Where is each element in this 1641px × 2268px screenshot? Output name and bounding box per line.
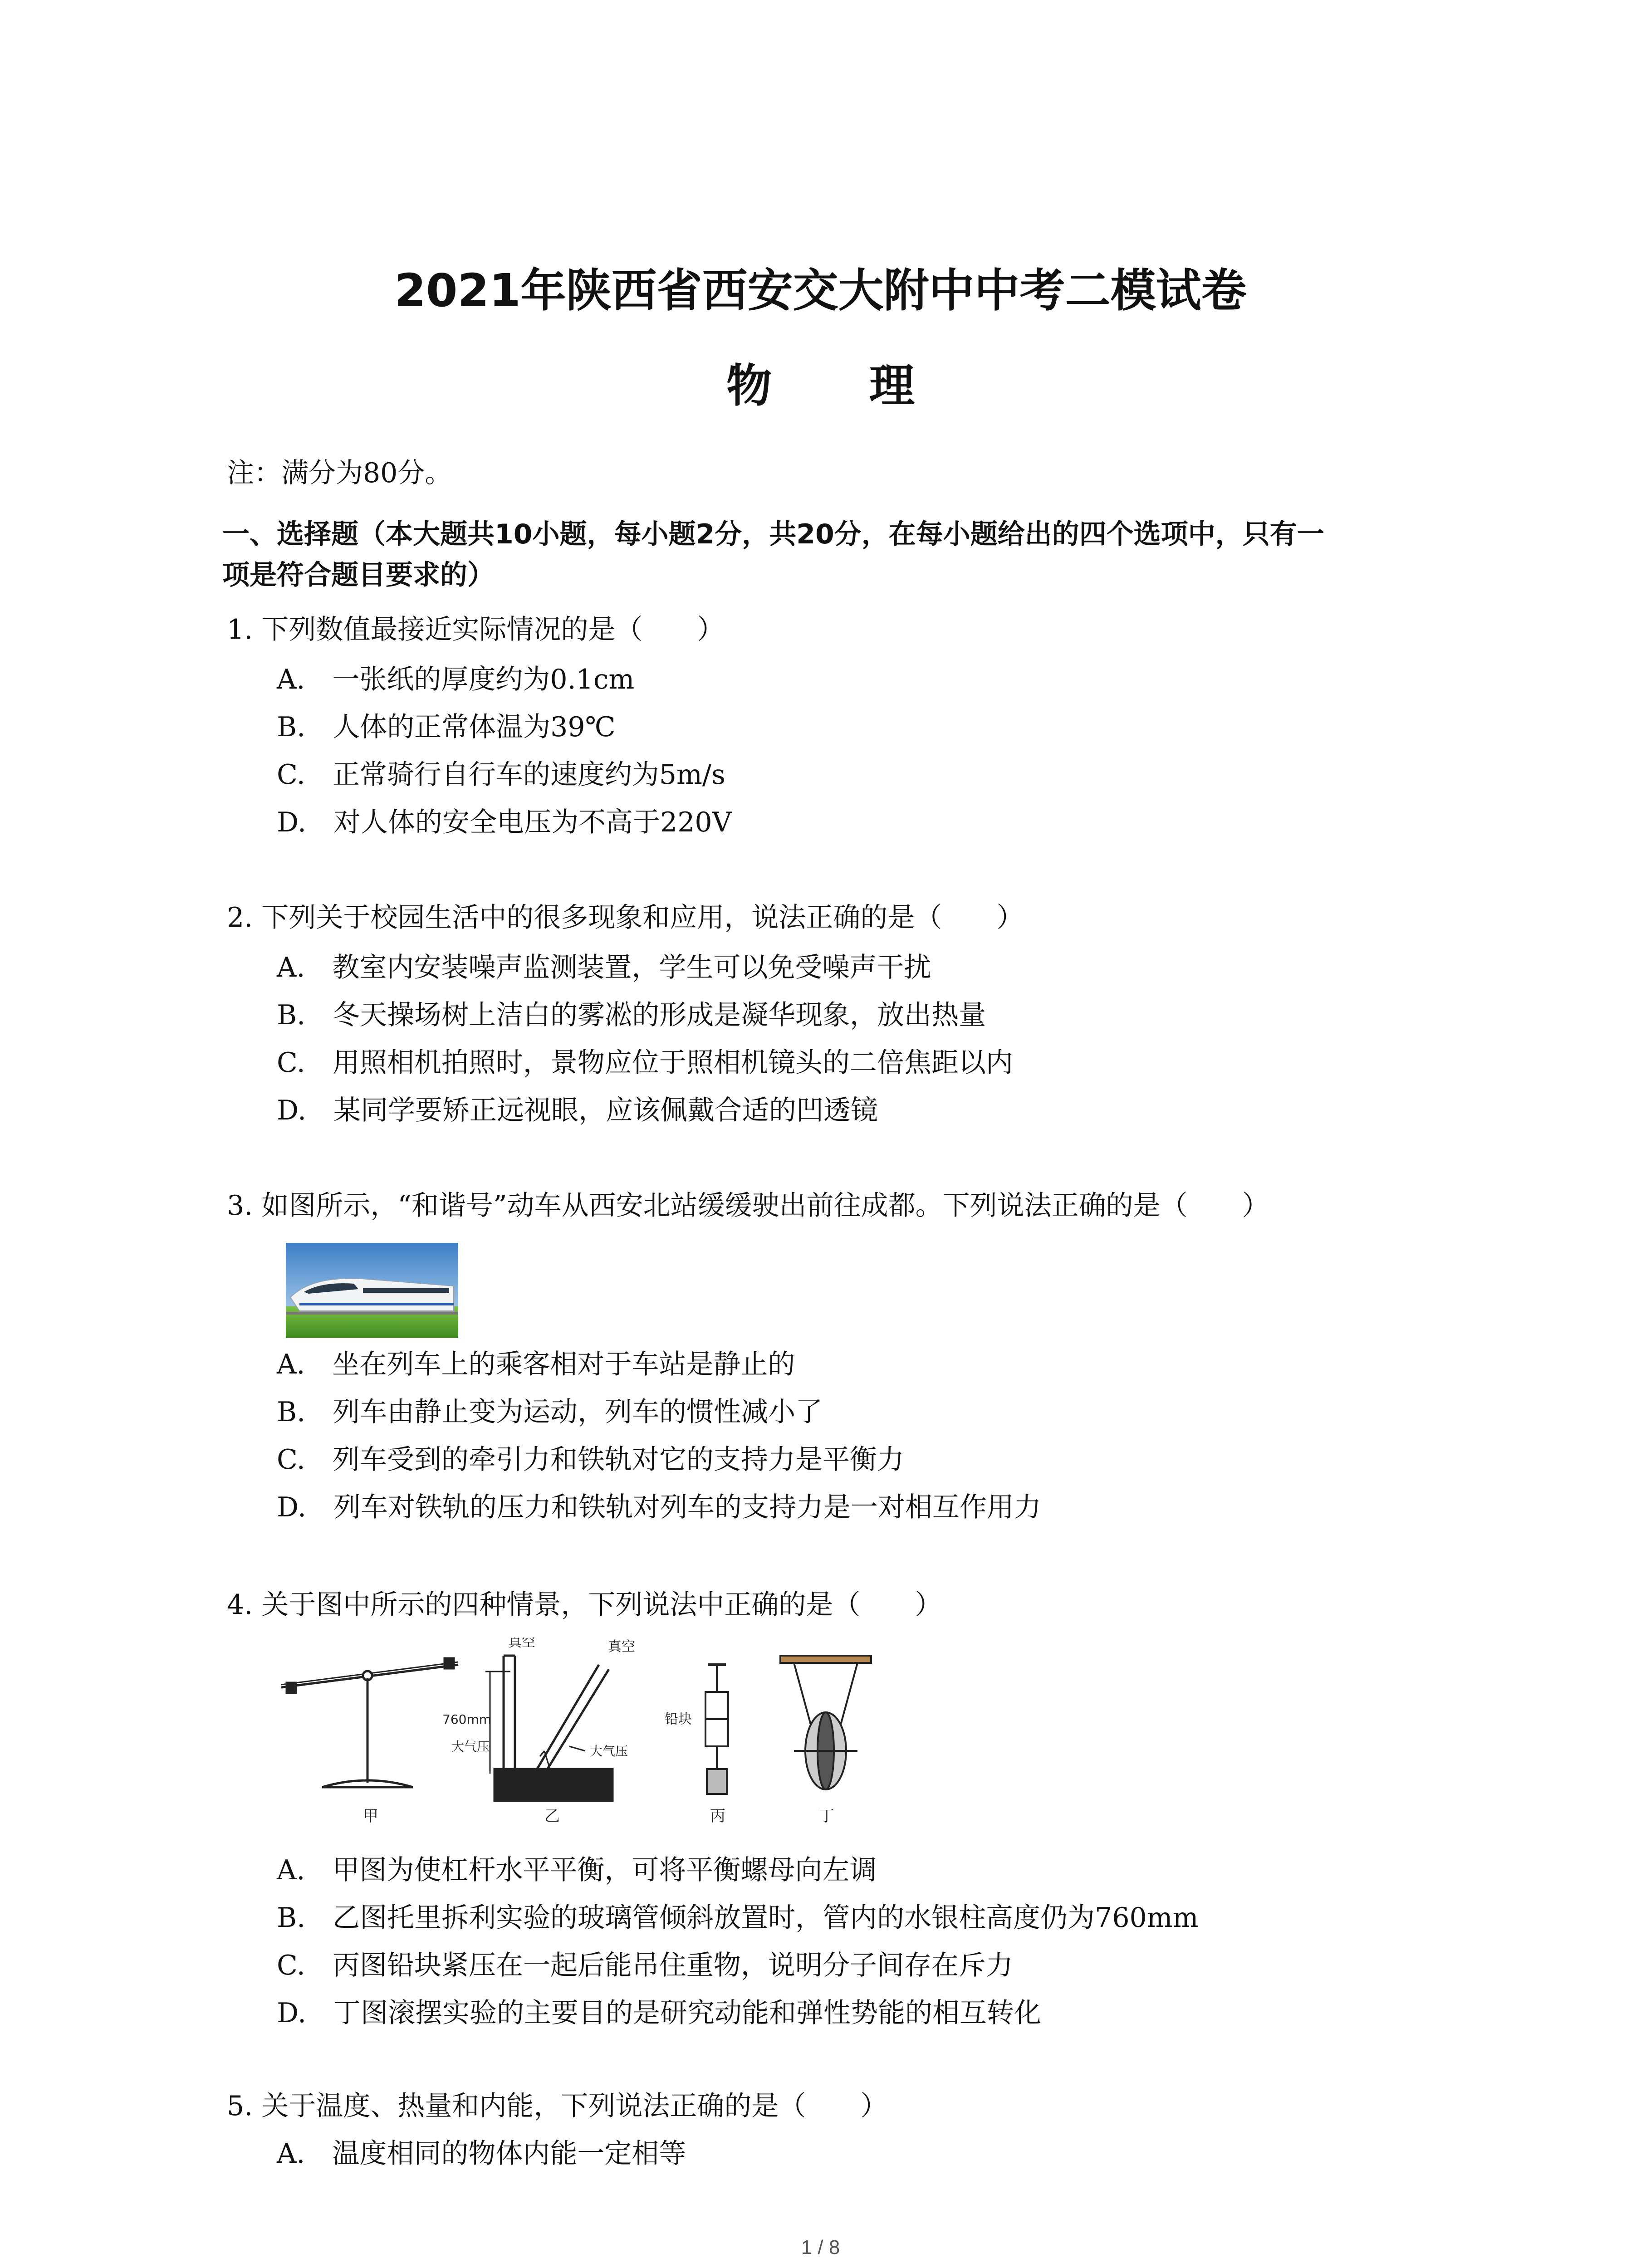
height-label: 760mm xyxy=(442,1712,491,1727)
question-3-option-b: B. 列车由静止变为运动，列车的惯性减小了 xyxy=(277,1396,823,1428)
page-number: 1 / 8 xyxy=(801,2236,840,2258)
figure-label-ding: 丁 xyxy=(819,1807,834,1825)
vacuum-label-2: 真空 xyxy=(608,1639,635,1655)
question-4-option-a: A. 甲图为使杠杆水平平衡，可将平衡螺母向左调 xyxy=(277,1854,877,1886)
question-5-option-a: A. 温度相同的物体内能一定相等 xyxy=(277,2138,686,2170)
pressure-label-2: 大气压 xyxy=(590,1744,628,1759)
vacuum-label-1: 真空 xyxy=(508,1637,535,1650)
figure-label-yi: 乙 xyxy=(544,1807,560,1825)
question-1-option-c: C. 正常骑行自行车的速度约为5m/s xyxy=(277,759,725,791)
question-4-stem: 4. 关于图中所示的四种情景，下列说法中正确的是（ ） xyxy=(227,1589,942,1621)
train-photo xyxy=(286,1243,458,1338)
question-2-stem: 2. 下列关于校园生活中的很多现象和应用，说法正确的是（ ） xyxy=(227,902,1024,934)
lead-label: 铅块 xyxy=(665,1711,692,1727)
question-2-option-c: C. 用照相机拍照时，景物应位于照相机镜头的二倍焦距以内 xyxy=(277,1047,1013,1079)
maxwell-wheel-diagram xyxy=(780,1656,871,1789)
question-1-option-d: D. 对人体的安全电压为不高于220V xyxy=(277,807,732,838)
question-3-stem: 3. 如图所示，“和谐号”动车从西安北站缓缓驶出前往成都。下列说法正确的是（ ） xyxy=(227,1190,1269,1222)
exam-title: 2021年陕西省西安交大附中中考二模试卷 xyxy=(394,264,1247,317)
question-2-option-b: B. 冬天操场树上洁白的雾凇的形成是凝华现象，放出热量 xyxy=(277,999,986,1031)
question-4-option-d: D. 丁图滚摆实验的主要目的是研究动能和弹性势能的相互转化 xyxy=(277,1997,1042,2029)
pressure-label-1: 大气压 xyxy=(451,1739,490,1754)
figure-label-bing: 丙 xyxy=(710,1807,725,1825)
question-1-option-a: A. 一张纸的厚度约为0.1cm xyxy=(277,664,635,695)
question-2-option-a: A. 教室内安装噪声监测装置，学生可以免受噪声干扰 xyxy=(277,952,931,983)
question-2-option-d: D. 某同学要矫正远视眼，应该佩戴合适的凹透镜 xyxy=(277,1095,878,1126)
section-heading-line2: 项是符合题目要求的） xyxy=(222,559,495,591)
lead-block-diagram xyxy=(705,1665,728,1794)
lever-diagram xyxy=(281,1658,458,1787)
torricelli-diagram xyxy=(485,1656,612,1801)
question-1-stem: 1. 下列数值最接近实际情况的是（ ） xyxy=(227,614,725,645)
question-3-option-a: A. 坐在列车上的乘客相对于车站是静止的 xyxy=(277,1349,795,1380)
question-4-option-c: C. 丙图铅块紧压在一起后能吊住重物，说明分子间存在斥力 xyxy=(277,1950,1013,1981)
question-3-option-d: D. 列车对铁轨的压力和铁轨对列车的支持力是一对相互作用力 xyxy=(277,1491,1042,1523)
question-1-option-b: B. 人体的正常体温为39℃ xyxy=(277,711,616,743)
question-4-option-b: B. 乙图托里拆利实验的玻璃管倾斜放置时，管内的水银柱高度仍为760mm xyxy=(277,1902,1199,1934)
subject-title: 物 理 xyxy=(726,359,955,412)
figure-four-scenes xyxy=(272,1637,885,1846)
question-5-stem: 5. 关于温度、热量和内能，下列说法正确的是（ ） xyxy=(227,2090,888,2122)
question-3-option-c: C. 列车受到的牵引力和铁轨对它的支持力是平衡力 xyxy=(277,1444,904,1476)
section-heading-line1: 一、选择题（本大题共10小题，每小题2分，共20分，在每小题给出的四个选项中，只有一 xyxy=(222,518,1324,550)
figure-label-jia: 甲 xyxy=(363,1807,378,1825)
score-note: 注：满分为80分。 xyxy=(227,457,452,489)
